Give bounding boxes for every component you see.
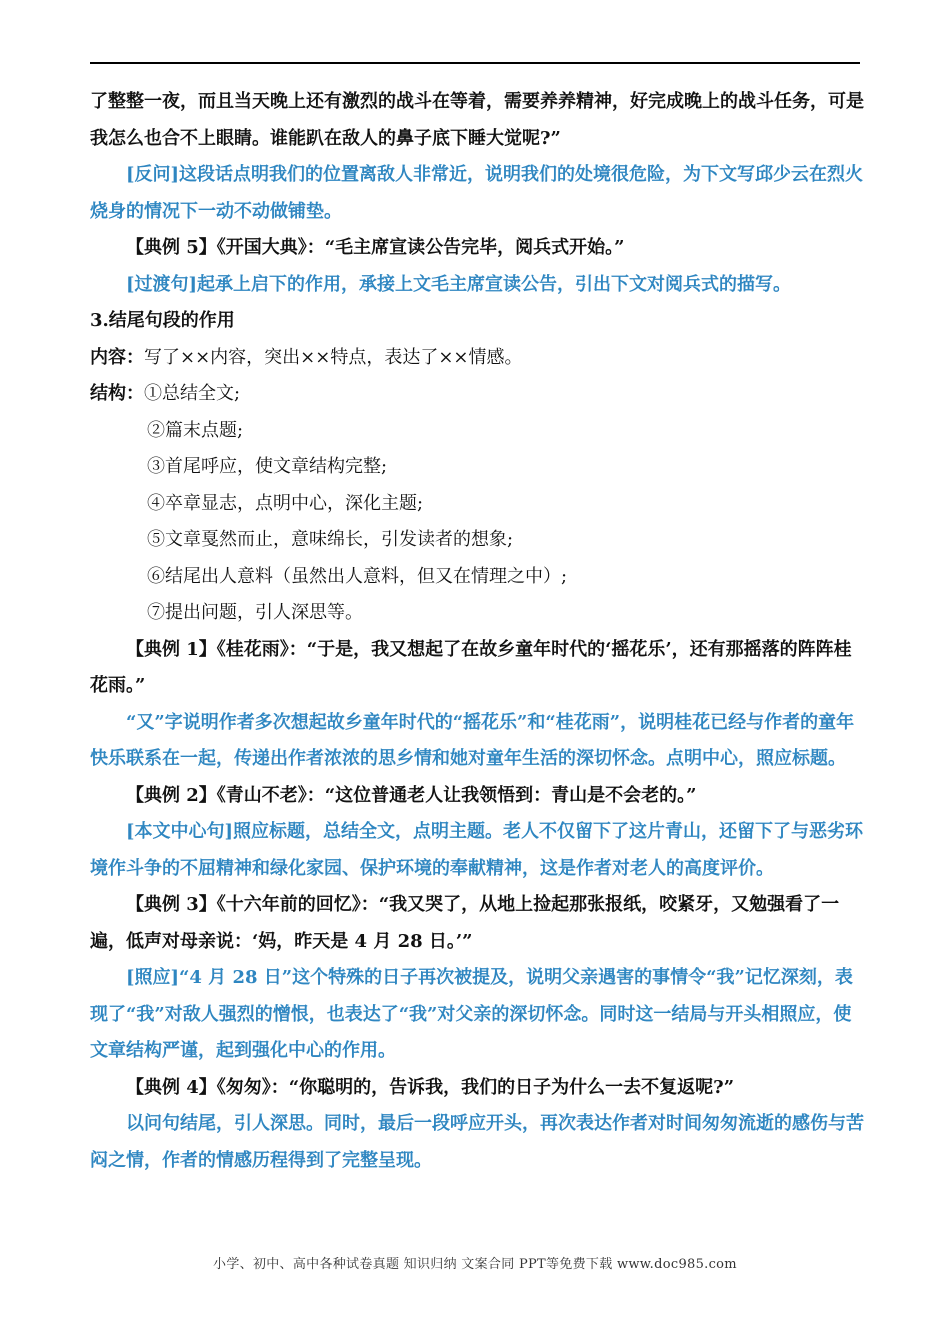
example-4-analysis: 以问句结尾，引人深思。同时，最后一段呼应开头，再次表达作者对时间匆匆流逝的感伤与苦闷之情，作者的情感历程得到了完整呈现。 bbox=[90, 1113, 864, 1171]
example-4-heading: 【典例 4】《匆匆》：“你聪明的，告诉我，我们的日子为什么一去不复返呢?” bbox=[126, 1076, 735, 1098]
example-1-analysis: “又”字说明作者多次想起故乡童年时代的“摇花乐”和“桂花雨”，说明桂花已经与作者的童年快乐联系在一起，传递出作者浓浓的思乡情和她对童年生活的深切怀念。点明中心，照应标题。 bbox=[90, 711, 855, 769]
structure-item-6: ⑥结尾出人意料（虽然出人意料，但又在情理之中）; bbox=[147, 565, 568, 587]
page-footer: 小学、初中、高中各种试卷真题 知识归纳 文案合同 PPT等免费下载 www.doc985.com bbox=[213, 1257, 737, 1272]
header-rule bbox=[90, 62, 860, 64]
structure-item-5: ⑤文章戛然而止，意味绵长，引发读者的想象; bbox=[147, 529, 514, 550]
section-heading-ending: 3.结尾句段的作用 bbox=[90, 310, 235, 331]
structure-item-1: ①总结全文; bbox=[144, 383, 241, 404]
content-text: 写了××内容，突出××特点，表达了××情感。 bbox=[144, 346, 523, 368]
analysis-rhetorical-question: [反问]这段话点明我们的位置离敌人非常近，说明我们的处境很危险，为下文写邱少云在烈火烧身的情况下一动不动做铺垫。 bbox=[90, 164, 864, 222]
structure-line bbox=[90, 376, 865, 413]
structure-label: 结构： bbox=[90, 383, 144, 404]
structure-item-7: ⑦提出问题，引人深思等。 bbox=[147, 602, 363, 623]
structure-item-2: ②篇末点题; bbox=[147, 419, 244, 441]
paragraph-continuation: 了整整一夜，而且当天晚上还有激烈的战斗在等着，需要养养精神，好完成晚上的战斗任务，可是我怎么也合不上眼睛。谁能趴在敌人的鼻子底下睡大觉呢?” bbox=[90, 91, 864, 149]
content-line bbox=[90, 340, 865, 377]
example-2-heading: 【典例 2】《青山不老》：“这位普通老人让我领悟到：青山是不会老的。” bbox=[126, 784, 697, 806]
structure-item-4: ④卒章显志，点明中心，深化主题; bbox=[147, 492, 424, 514]
example-3-analysis: [照应]“4 月 28 日”这个特殊的日子再次被提及，说明父亲遇害的事情令“我”记忆深刻，表现了“我”对敌人强烈的憎恨，也表达了“我”对父亲的深切怀念。同时这一结局与开头相照应，使文章结构严谨，起到强化中心的作用。 bbox=[90, 967, 853, 1061]
example-2-analysis: [本文中心句]照应标题，总结全文，点明主题。老人不仅留下了这片青山，还留下了与恶劣环境作斗争的不屈精神和绿化家园、保护环境的奉献精神，这是作者对老人的高度评价。 bbox=[90, 821, 864, 879]
content-label: 内容： bbox=[90, 346, 144, 368]
document-body bbox=[90, 84, 865, 1179]
example-1-heading: 【典例 1】《桂花雨》：“于是，我又想起了在故乡童年时代的‘摇花乐’，还有那摇落的阵阵桂花雨。” bbox=[90, 638, 852, 696]
structure-item-3: ③首尾呼应，使文章结构完整; bbox=[147, 456, 388, 477]
example-5-heading: 【典例 5】《开国大典》：“毛主席宣读公告完毕，阅兵式开始。” bbox=[126, 237, 625, 258]
analysis-transition-sentence: [过渡句]起承上启下的作用，承接上文毛主席宣读公告，引出下文对阅兵式的描写。 bbox=[126, 273, 792, 295]
example-3-heading: 【典例 3】《十六年前的回忆》：“我又哭了，从地上捡起那张报纸，咬紧牙，又勉强看了一遍，低声对母亲说：‘妈，昨天是 4 月 28 日。’” bbox=[90, 894, 840, 952]
